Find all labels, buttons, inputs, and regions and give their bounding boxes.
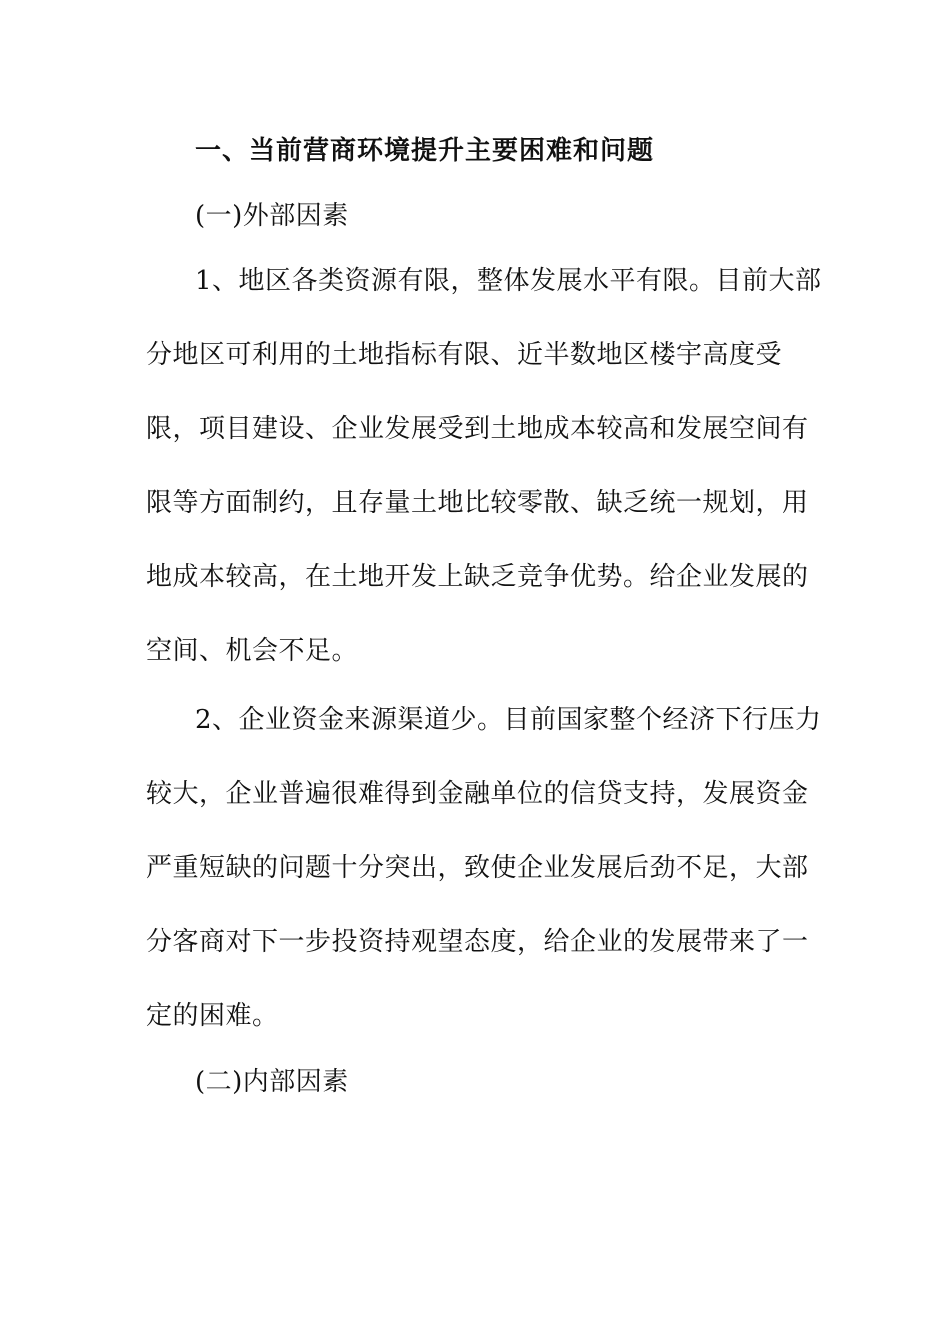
subheading-external-factors: (一)外部因素 [195,201,349,231]
subheading-internal-factors: (二)内部因素 [195,1067,349,1097]
paragraph-2-line-5: 定的困难。 [146,1001,279,1031]
paragraph-1-line-3: 限，项目建设、企业发展受到土地成本较高和发展空间有 [146,414,809,444]
paragraph-1-line-4: 限等方面制约，且存量土地比较零散、缺乏统一规划，用 [146,488,809,518]
paragraph-2-line-4: 分客商对下一步投资持观望态度，给企业的发展带来了一 [146,927,809,957]
paragraph-2-line-2: 较大，企业普遍很难得到金融单位的信贷支持，发展资金 [146,779,809,809]
paragraph-1-line-1: 1、地区各类资源有限，整体发展水平有限。目前大部 [195,266,822,296]
paragraph-2-line-1: 2、企业资金来源渠道少。目前国家整个经济下行压力 [195,705,822,735]
paragraph-1-line-5: 地成本较高，在土地开发上缺乏竞争优势。给企业发展的 [146,562,809,592]
section-heading: 一、当前营商环境提升主要困难和问题 [195,136,655,166]
paragraph-1-line-2: 分地区可利用的土地指标有限、近半数地区楼宇高度受 [146,340,783,370]
paragraph-2-line-3: 严重短缺的问题十分突出，致使企业发展后劲不足，大部 [146,853,809,883]
paragraph-1-line-6: 空间、机会不足。 [146,636,359,666]
